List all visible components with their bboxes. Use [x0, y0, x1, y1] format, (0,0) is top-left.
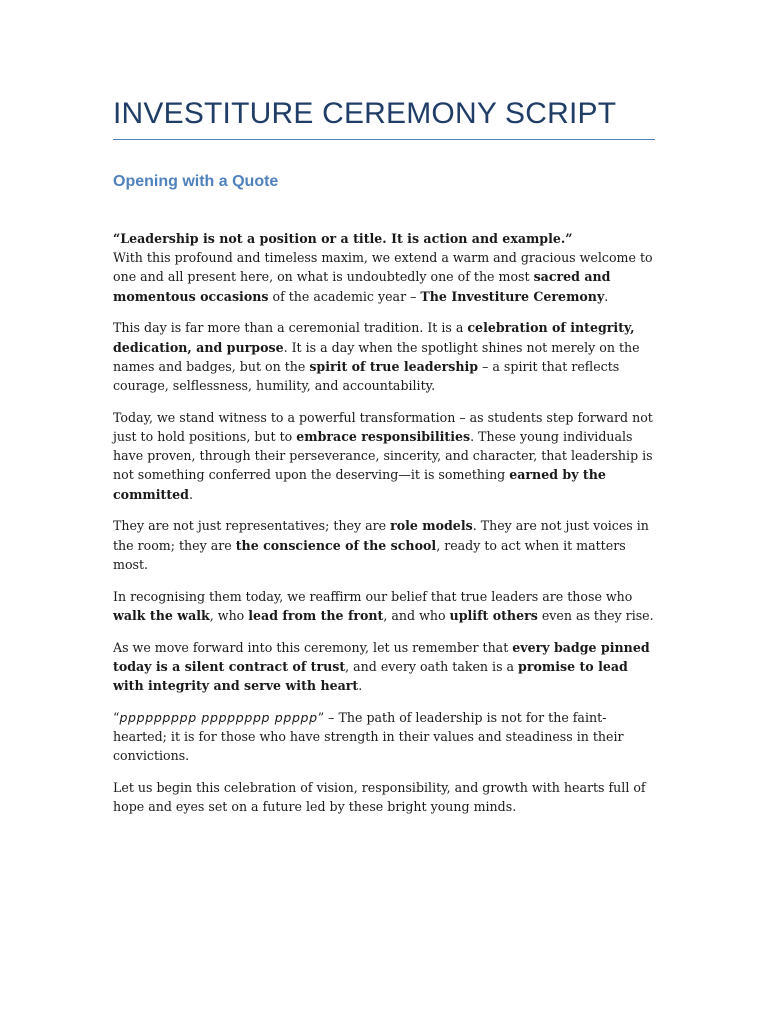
paragraph-4	[113, 516, 655, 574]
document-body	[113, 229, 655, 829]
text-run: They are not just representatives; they are	[113, 518, 391, 534]
text-run: , who	[209, 607, 249, 623]
bold-run: embrace responsibilities	[296, 429, 471, 445]
bold-run: uplift others	[449, 607, 538, 623]
paragraph-8	[113, 778, 655, 816]
text-run: In recognising them today, we reaffirm our belief that true leaders are those who	[113, 588, 633, 604]
text-run: “	[113, 709, 120, 725]
bold-run: celebration of integrity, dedication, and purpose	[113, 320, 635, 355]
paragraph-2	[113, 318, 655, 395]
paragraph-3	[113, 408, 655, 504]
bold-run: lead from the front	[248, 607, 384, 623]
text-run: .	[604, 288, 609, 304]
bold-run: role models	[390, 518, 473, 534]
bold-run: the conscience of the school	[235, 537, 437, 553]
text-run: Let us begin this celebration of vision, responsibility, and growth with hearts full of hope and eyes set on a future led by these bright young minds.	[113, 780, 646, 815]
text-run: of the academic year –	[268, 288, 421, 304]
bold-run: sacred and momentous occasions	[113, 269, 611, 304]
text-run: As we move forward into this ceremony, let us remember that	[113, 639, 513, 655]
text-run: – a spirit that reflects courage, selflessness, humility, and accountability.	[113, 358, 620, 394]
text-run: Today, we stand witness to a powerful transformation – as students step forward not just to hold positions, but to	[113, 409, 653, 445]
text-run: .	[188, 486, 193, 502]
document-title: INVESTITURE CEREMONY SCRIPT	[113, 97, 617, 130]
bold-run: walk the walk	[113, 607, 210, 623]
text-run: even as they rise.	[537, 607, 654, 623]
paragraph-5	[113, 587, 655, 625]
bold-run: every badge pinned today is a silent contract of trust	[113, 639, 650, 674]
text-run: .	[358, 678, 363, 694]
text-run: ” – The path of leadership is not for the faint-hearted; it is for those who have strength in their values and steadiness in their convictions.	[113, 709, 624, 764]
paragraph-7	[113, 708, 655, 766]
text-run: . These young individuals have proven, through their perseverance, sincerity, and character, that leadership is not something conferred upon the deserving—it is something	[113, 429, 653, 483]
text-run: . They are not just voices in the room; they are	[113, 518, 649, 553]
section-heading: Opening with a Quote	[113, 173, 279, 190]
text-run: This day is far more than a ceremonial tradition. It is a	[113, 320, 468, 336]
sanskrit-quote: 𝘱𝘱𝘱𝘱𝘱𝘱𝘱𝘱𝘱 𝘱𝘱𝘱𝘱𝘱𝘱𝘱𝘱 𝘱𝘱𝘱𝘱𝘱	[119, 709, 318, 725]
bold-run: earned by the committed	[113, 467, 606, 502]
opening-quote: “Leadership is not a position or a title. It is action and example.”	[113, 231, 573, 246]
text-run: , ready to act when it matters most.	[113, 537, 626, 572]
bold-run: promise to lead with integrity and serve with heart	[113, 658, 628, 694]
text-run: . It is a day when the spotlight shines not merely on the names and badges, but on the	[113, 339, 640, 374]
text-run: With this profound and timeless maxim, we extend a warm and gracious welcome to one and all present here, on what is undoubtedly one of the most	[113, 250, 653, 285]
text-run: , and every oath taken is a	[345, 658, 519, 674]
paragraph-6	[113, 638, 655, 696]
bold-run: The Investiture Ceremony	[420, 288, 605, 304]
bold-run: spirit of true leadership	[309, 358, 479, 374]
title-underline	[113, 139, 655, 140]
text-run: , and who	[383, 607, 450, 623]
paragraph-opening-quote	[113, 229, 655, 306]
